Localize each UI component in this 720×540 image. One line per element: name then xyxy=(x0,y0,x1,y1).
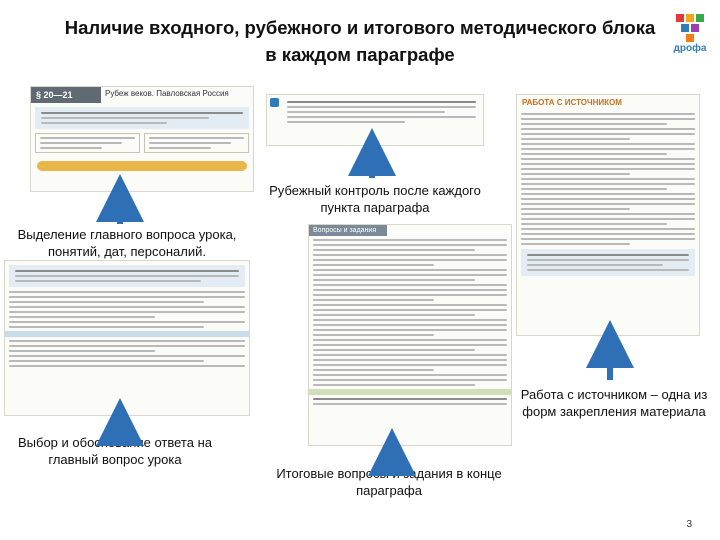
caption-source-work: Работа с источником – одна из форм закрепления материала xyxy=(520,387,708,419)
source-header: РАБОТА С ИСТОЧНИКОМ xyxy=(522,98,622,107)
caption-main-question: Выделение главного вопроса урока, понятий, дат, персоналий. xyxy=(17,227,237,259)
title-line-2: в каждом параграфе xyxy=(265,44,455,65)
paragraph-subtitle: Рубеж веков. Павловская Россия xyxy=(105,89,229,98)
caption-answer-choice: Выбор и обоснование ответа на главный вопрос урока xyxy=(17,435,212,467)
title-line-1: Наличие входного, рубежного и итогового методического блока xyxy=(64,17,656,38)
logo-text: дрофа xyxy=(673,43,707,54)
questions-header: Вопросы и задания xyxy=(309,225,387,236)
caption-checkpoint: Рубежный контроль после каждого пункта параграфа xyxy=(269,183,481,215)
caption-final-questions: Итоговые вопросы и задания в конце параграфа xyxy=(276,466,502,498)
page-number: 3 xyxy=(686,519,692,530)
paragraph-badge: § 20—21 xyxy=(31,87,101,103)
